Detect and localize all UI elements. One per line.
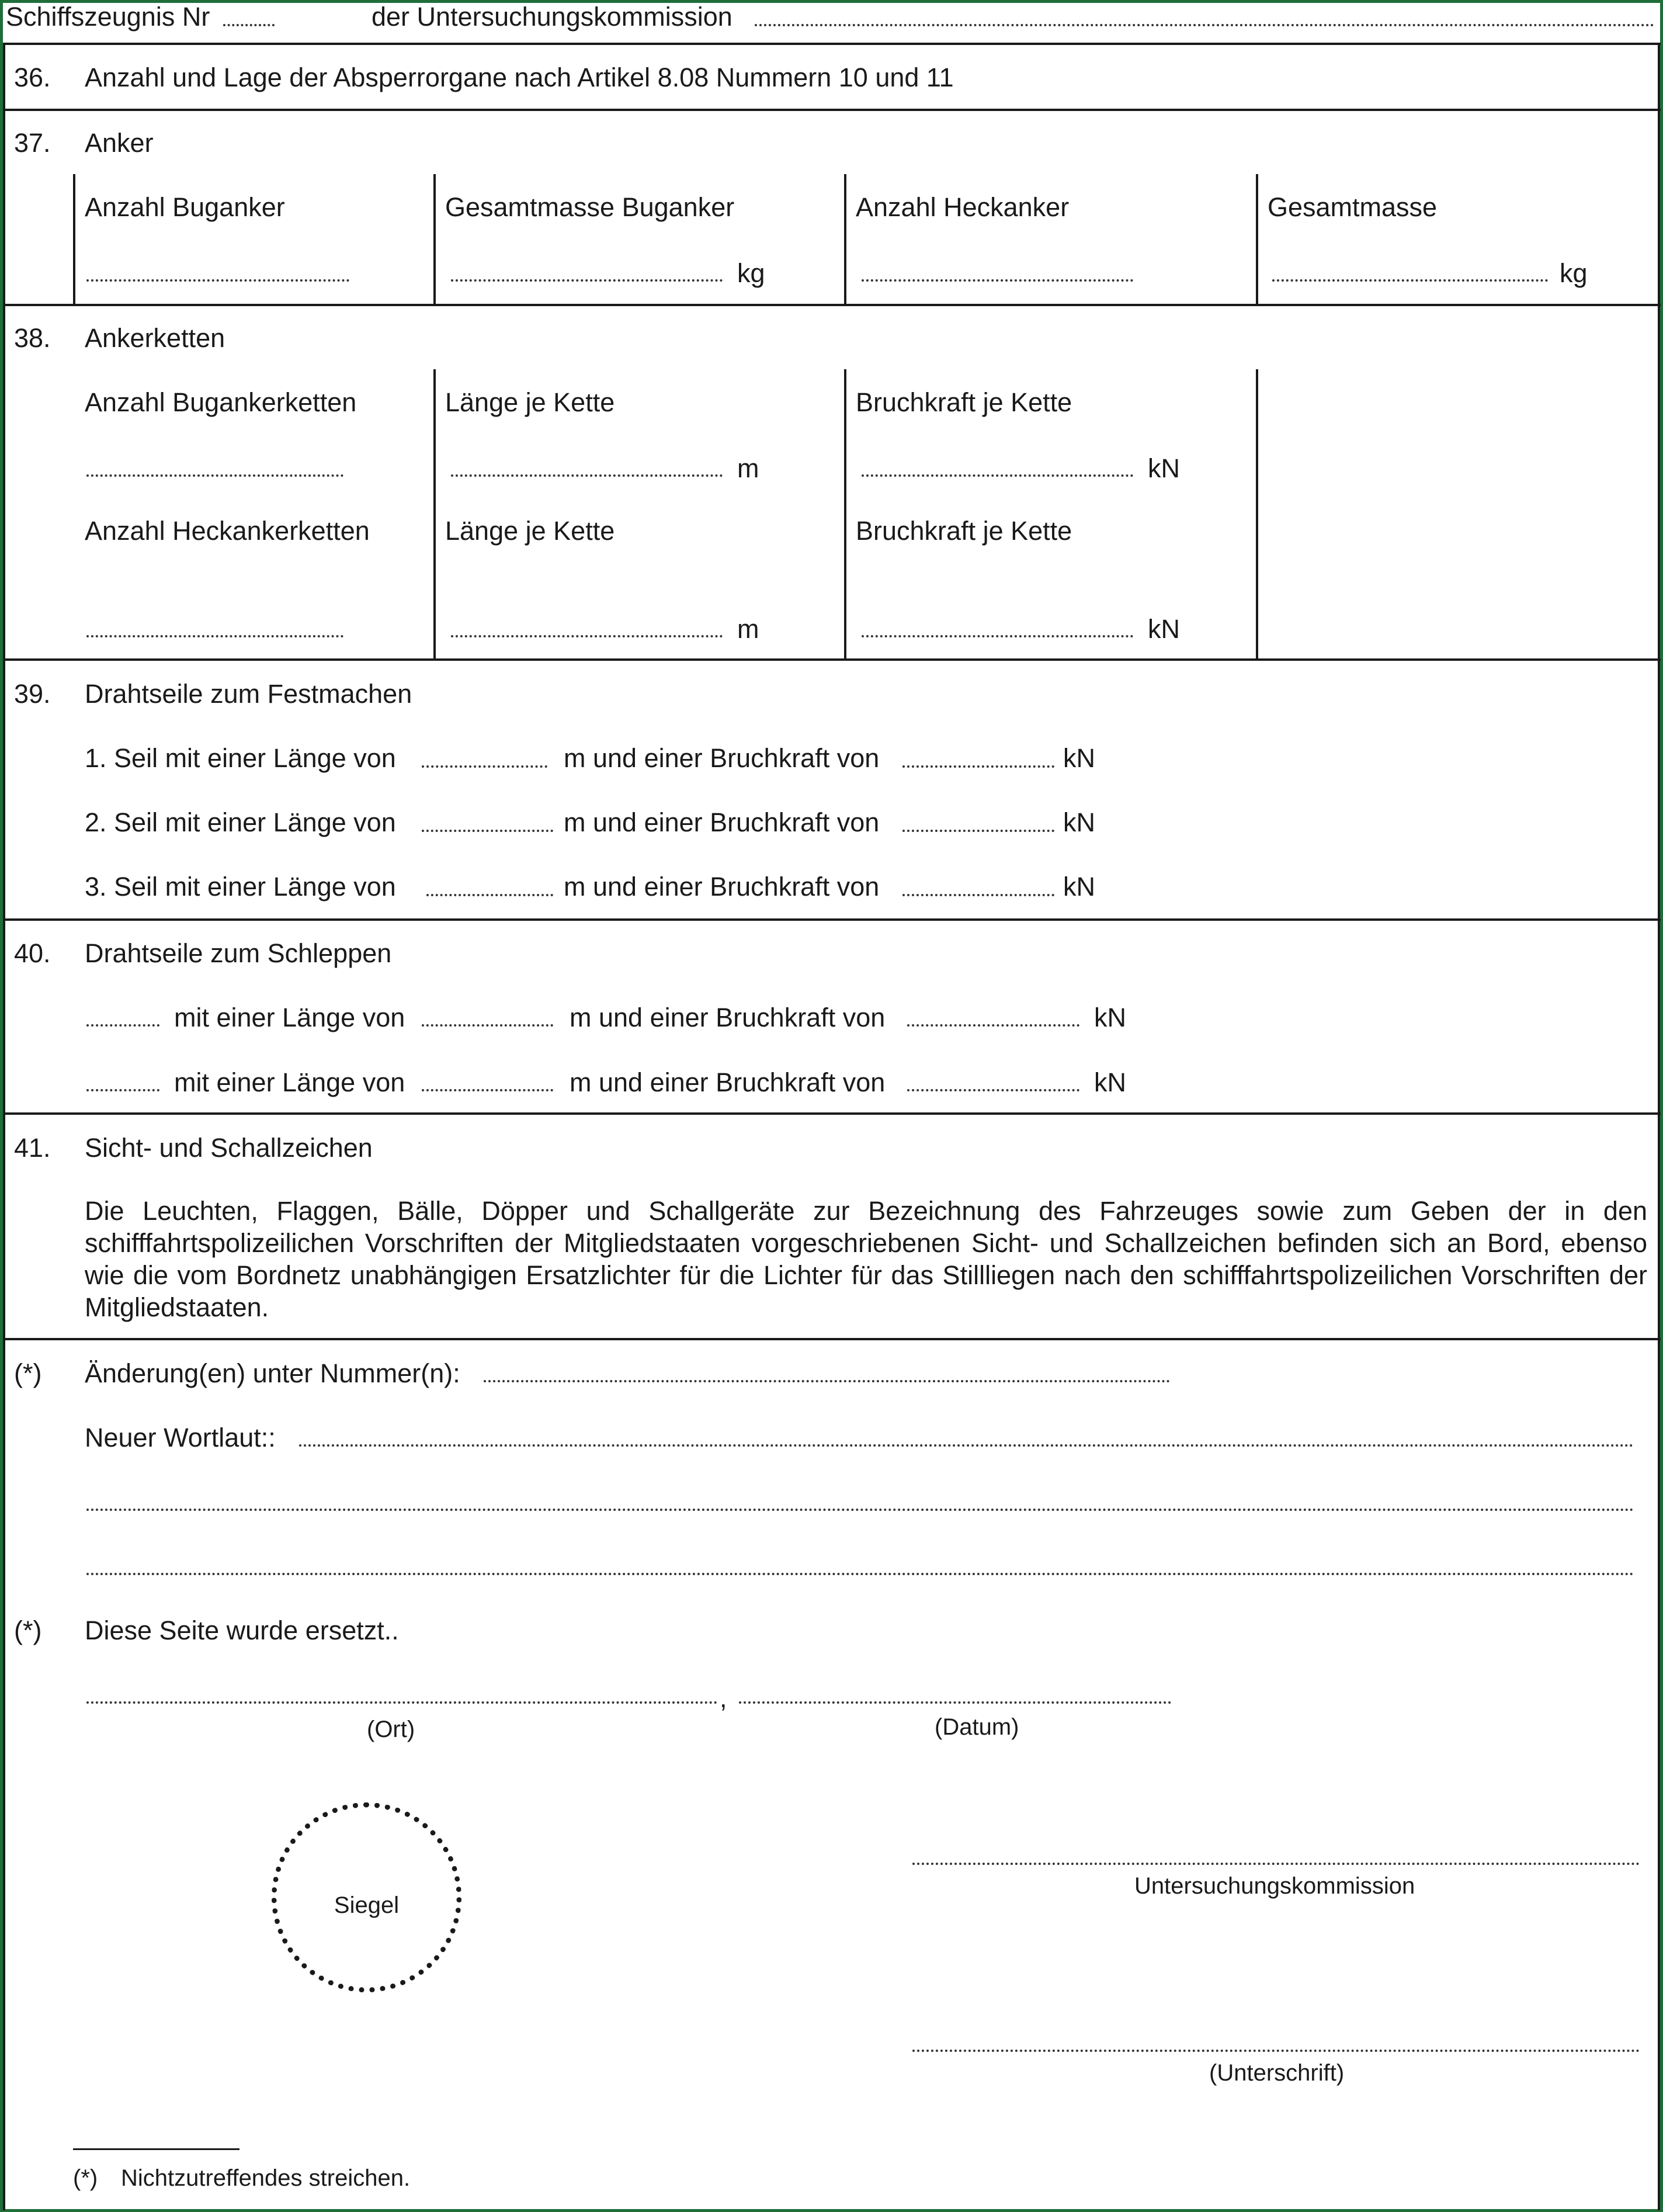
mooring-rope-1-strength-field[interactable]: [902, 765, 1054, 768]
section-36-title: Anzahl und Lage der Absperrorgane nach Artikel 8.08 Nummern 10 und 11: [85, 63, 954, 92]
bow-anchor-mass-field[interactable]: [451, 279, 723, 282]
mooring-rope-2-mid: m und einer Bruchkraft von: [564, 807, 880, 837]
commission-label: der Untersuchungskommission: [372, 2, 732, 32]
seal-label: Siegel: [334, 1892, 400, 1918]
total-mass-unit: kg: [1560, 258, 1588, 288]
place-date-separator: ,: [720, 1683, 727, 1713]
amend-marker: (*): [14, 1358, 42, 1388]
bow-anchor-mass-label: Gesamtmasse Buganker: [445, 192, 735, 222]
bow-anchor-count-label: Anzahl Buganker: [85, 192, 285, 222]
mooring-rope-3-strength-field[interactable]: [902, 894, 1054, 896]
place-field[interactable]: [86, 1701, 717, 1704]
tow-rope-2-length-field[interactable]: [422, 1089, 553, 1091]
mooring-rope-1-mid: m und einer Bruchkraft von: [564, 743, 880, 773]
mooring-rope-3-mid: m und einer Bruchkraft von: [564, 872, 880, 902]
stern-chain-length-unit: m: [737, 614, 759, 644]
date-field[interactable]: [739, 1701, 1171, 1704]
divider-39-40: [3, 918, 1661, 921]
divider-41-amend: [3, 1338, 1661, 1340]
chain-col-line-1: [433, 369, 436, 658]
divider-37-38: [3, 304, 1661, 306]
tow-rope-2-strength-field[interactable]: [907, 1089, 1079, 1091]
stern-anchor-count-field[interactable]: [862, 279, 1133, 282]
place-label: (Ort): [367, 1717, 415, 1742]
anchor-col-line-1: [73, 174, 75, 304]
footnote-text: Nichtzutreffendes streichen.: [121, 2165, 411, 2191]
bow-anchor-mass-unit: kg: [737, 258, 765, 288]
mooring-rope-3-length-field[interactable]: [426, 894, 553, 896]
stern-chain-strength-field[interactable]: [862, 635, 1133, 637]
certificate-number-field[interactable]: [223, 24, 275, 26]
table-left-border: [3, 43, 5, 2210]
bow-chain-strength-field[interactable]: [862, 474, 1133, 477]
commission-signature-field[interactable]: [912, 1863, 1640, 1865]
tow-rope-1-count-field[interactable]: [86, 1024, 159, 1027]
section-36-number: 36.: [14, 63, 51, 92]
tow-rope-2-label: mit einer Länge von: [174, 1067, 405, 1097]
amend-changes-field[interactable]: [484, 1380, 1170, 1382]
anchor-col-line-3: [844, 174, 846, 304]
section-38-number: 38.: [14, 323, 51, 353]
divider-38-39: [3, 658, 1661, 661]
section-41-title: Sicht- und Schallzeichen: [85, 1133, 373, 1163]
bow-chain-strength-label: Bruchkraft je Kette: [856, 387, 1072, 417]
bow-chain-count-field[interactable]: [86, 474, 343, 477]
divider-36-37: [3, 109, 1661, 111]
tow-rope-1-mid: m und einer Bruchkraft von: [570, 1003, 886, 1032]
stern-chain-count-label: Anzahl Heckankerketten: [85, 516, 370, 546]
amend-changes-label: Änderung(en) unter Nummer(n):: [85, 1358, 460, 1388]
section-40-title: Drahtseile zum Schleppen: [85, 938, 392, 968]
section-37-title: Anker: [85, 128, 154, 158]
signature-label: (Unterschrift): [1209, 2060, 1345, 2086]
footnote-rule: [73, 2148, 239, 2150]
commission-signature-label: Untersuchungskommission: [1134, 1873, 1415, 1899]
new-text-field-line-2[interactable]: [86, 1509, 1634, 1511]
mooring-rope-1-label: 1. Seil mit einer Länge von: [85, 743, 396, 773]
total-mass-label: Gesamtmasse: [1268, 192, 1438, 222]
bow-anchor-count-field[interactable]: [86, 279, 349, 282]
mooring-rope-3-unit: kN: [1063, 872, 1095, 902]
replaced-label: Diese Seite wurde ersetzt..: [85, 1615, 399, 1645]
chain-col-line-3: [1256, 369, 1258, 658]
new-text-label: Neuer Wortlaut::: [85, 1423, 276, 1452]
tow-rope-1-label: mit einer Länge von: [174, 1003, 405, 1032]
anchor-col-line-4: [1256, 174, 1258, 304]
section-38-title: Ankerketten: [85, 323, 225, 353]
tow-rope-1-length-field[interactable]: [422, 1024, 553, 1027]
stern-chain-length-field[interactable]: [451, 635, 723, 637]
stern-anchor-count-label: Anzahl Heckanker: [856, 192, 1070, 222]
bow-chain-length-field[interactable]: [451, 474, 723, 477]
chain-col-line-2: [844, 369, 846, 658]
tow-rope-2-count-field[interactable]: [86, 1089, 159, 1091]
new-text-field-line-3[interactable]: [86, 1573, 1634, 1575]
anchor-col-line-2: [433, 174, 436, 304]
bow-chain-length-label: Länge je Kette: [445, 387, 615, 417]
stern-chain-length-label: Länge je Kette: [445, 516, 615, 546]
new-text-field-line-1[interactable]: [299, 1444, 1634, 1447]
stern-chain-strength-unit: kN: [1148, 614, 1180, 644]
section-40-number: 40.: [14, 938, 51, 968]
mooring-rope-1-length-field[interactable]: [422, 765, 547, 768]
section-39-title: Drahtseile zum Festmachen: [85, 679, 412, 709]
signature-field[interactable]: [912, 2050, 1640, 2052]
date-label: (Datum): [935, 1714, 1019, 1740]
seal-circle: [272, 1802, 461, 1992]
stern-chain-count-field[interactable]: [86, 635, 343, 637]
table-right-border: [1658, 43, 1660, 2210]
bow-chain-count-label: Anzahl Bugankerketten: [85, 387, 357, 417]
mooring-rope-2-label: 2. Seil mit einer Länge von: [85, 807, 396, 837]
footnote-marker: (*): [73, 2165, 98, 2191]
section-41-number: 41.: [14, 1133, 51, 1163]
total-mass-field[interactable]: [1272, 279, 1548, 282]
commission-field[interactable]: [755, 24, 1654, 26]
tow-rope-1-unit: kN: [1094, 1003, 1126, 1032]
section-41-text: Die Leuchten, Flaggen, Bälle, Döpper und Schallgeräte zur Bezeichnung des Fahrzeuges sowie zum Geben der in den schifffahrtspolizeilichen Vorschriften der Mitgliedstaaten vorgeschriebenen Sicht- und Schallzeichen befinden sich an Bord, ebenso wie die vom Bordnetz unabhängigen Ersatzlichter für die Lichter für das Stillliegen nach den schifffahrtspolizeilichen Vorschriften der Mitgliedstaaten.: [85, 1196, 1647, 1322]
bow-chain-strength-unit: kN: [1148, 453, 1180, 483]
certificate-number-label: Schiffszeugnis Nr: [6, 2, 210, 32]
section-37-number: 37.: [14, 128, 51, 158]
mooring-rope-2-unit: kN: [1063, 807, 1095, 837]
mooring-rope-3-label: 3. Seil mit einer Länge von: [85, 872, 396, 902]
replaced-marker: (*): [14, 1615, 42, 1645]
tow-rope-2-unit: kN: [1094, 1067, 1126, 1097]
stern-chain-strength-label: Bruchkraft je Kette: [856, 516, 1072, 546]
section-39-number: 39.: [14, 679, 51, 709]
divider-40-41: [3, 1112, 1661, 1115]
mooring-rope-2-strength-field[interactable]: [902, 830, 1054, 832]
mooring-rope-2-length-field[interactable]: [422, 830, 553, 832]
mooring-rope-1-unit: kN: [1063, 743, 1095, 773]
tow-rope-2-mid: m und einer Bruchkraft von: [570, 1067, 886, 1097]
bow-chain-length-unit: m: [737, 453, 759, 483]
table-top-border: [3, 43, 1661, 45]
tow-rope-1-strength-field[interactable]: [907, 1024, 1079, 1027]
